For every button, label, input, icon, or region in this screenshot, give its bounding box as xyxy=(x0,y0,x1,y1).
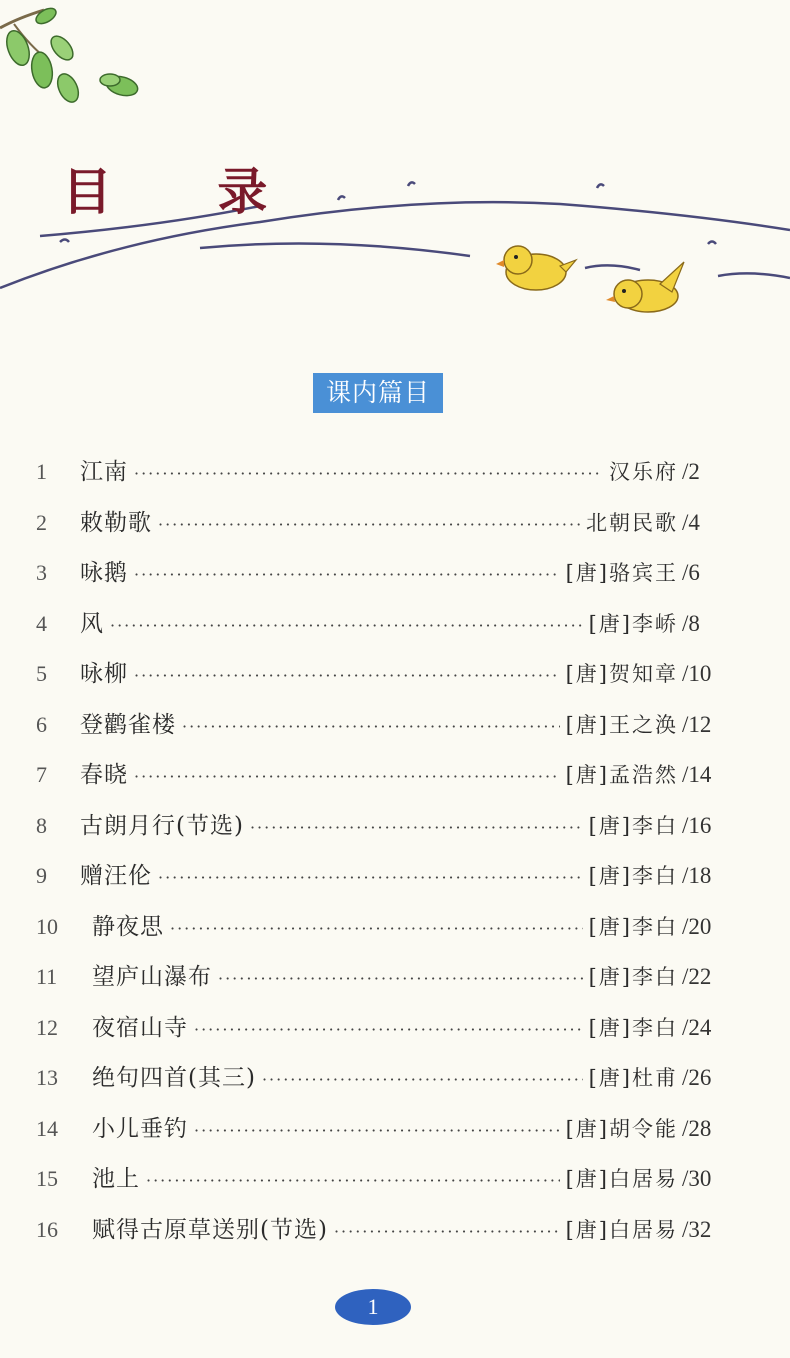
toc-title: 望庐山瀑布 xyxy=(92,964,212,990)
toc-page: /30 xyxy=(682,1166,712,1191)
toc-entry xyxy=(80,650,678,700)
toc-entry xyxy=(80,549,678,599)
toc-entry xyxy=(80,499,678,549)
toc-author: [唐]李峤 xyxy=(588,611,678,636)
toc-number: 1 xyxy=(36,459,47,484)
toc-row[interactable] xyxy=(0,852,790,900)
toc-author: [唐]李白 xyxy=(588,914,678,939)
toc-row[interactable] xyxy=(0,1206,790,1254)
toc-row[interactable] xyxy=(0,650,790,698)
toc-number: 9 xyxy=(36,863,47,888)
leader-dots xyxy=(170,905,583,953)
toc-author: [唐]李白 xyxy=(588,1015,678,1040)
toc-number: 2 xyxy=(36,509,47,535)
toc-page: /24 xyxy=(682,1014,712,1040)
toc-entry xyxy=(92,1054,678,1104)
toc-title: 绝句四首(其三) xyxy=(92,1065,256,1091)
toc-entry xyxy=(80,600,678,650)
toc-author: 北朝民歌 xyxy=(586,510,678,535)
toc-author: [唐]李白 xyxy=(588,965,678,989)
leader-dots xyxy=(134,652,560,700)
toc-entry xyxy=(92,1206,678,1256)
toc-number: 11 xyxy=(36,964,58,989)
toc-page: /12 xyxy=(682,711,712,737)
leader-dots xyxy=(110,602,583,650)
leader-dots xyxy=(218,955,583,1003)
toc-row[interactable] xyxy=(0,953,790,1001)
toc-page: /18 xyxy=(682,863,712,888)
toc-title: 江南 xyxy=(80,459,128,485)
leader-dots xyxy=(194,1107,560,1155)
toc-number: 13 xyxy=(36,1065,58,1090)
leader-dots xyxy=(250,804,583,852)
leader-dots xyxy=(158,854,583,902)
toc-author: [唐]李白 xyxy=(588,813,678,838)
toc-entry xyxy=(80,852,678,902)
toc-page: /10 xyxy=(682,661,712,686)
toc-title: 咏鹅 xyxy=(80,560,128,586)
toc-author: [唐]王之涣 xyxy=(565,712,678,737)
toc-number: 5 xyxy=(36,661,47,686)
leader-dots xyxy=(134,753,560,801)
leader-dots xyxy=(134,551,560,599)
toc-title: 赋得古原草送别(节选) xyxy=(92,1216,328,1243)
toc-row[interactable] xyxy=(0,600,790,648)
toc-row[interactable] xyxy=(0,499,790,547)
toc-title: 夜宿山寺 xyxy=(92,1014,188,1041)
page-title: 目 录 xyxy=(62,162,312,221)
toc-number: 6 xyxy=(36,711,47,737)
toc-page: /8 xyxy=(682,610,700,636)
toc-page: /4 xyxy=(682,509,700,535)
toc-page: /28 xyxy=(682,1115,712,1141)
toc-title: 敕勒歌 xyxy=(80,509,152,536)
page-number-badge: 1 xyxy=(335,1289,411,1325)
toc-title: 咏柳 xyxy=(80,661,128,687)
leader-dots xyxy=(134,450,603,498)
toc-title: 小儿垂钓 xyxy=(92,1115,188,1142)
toc-page: /22 xyxy=(682,964,712,989)
toc-author: [唐]贺知章 xyxy=(565,662,678,686)
toc-title: 静夜思 xyxy=(92,913,164,940)
section-heading: 课内篇目 xyxy=(313,373,443,413)
leader-dots xyxy=(262,1056,583,1104)
toc-number: 3 xyxy=(36,560,47,585)
leader-dots xyxy=(194,1006,583,1054)
toc-page: /26 xyxy=(682,1065,712,1090)
toc-author: [唐]胡令能 xyxy=(565,1116,678,1141)
bird-left-illustration xyxy=(496,246,576,290)
branch-leaves-illustration xyxy=(0,5,140,105)
toc-author: [唐]孟浩然 xyxy=(565,763,678,787)
toc-row[interactable] xyxy=(0,1004,790,1052)
toc-title: 池上 xyxy=(92,1166,140,1192)
toc-number: 7 xyxy=(36,762,47,787)
toc-entry xyxy=(92,1155,678,1205)
toc-number: 16 xyxy=(36,1216,58,1242)
toc-entry xyxy=(92,903,678,953)
toc-page: /14 xyxy=(682,762,712,787)
toc-entry xyxy=(80,448,678,498)
toc-row[interactable] xyxy=(0,802,790,850)
toc-entry xyxy=(92,953,678,1003)
toc-title: 春晓 xyxy=(80,762,128,788)
toc-number: 4 xyxy=(36,610,47,636)
toc-author: [唐]李白 xyxy=(588,864,678,888)
leader-dots xyxy=(158,501,580,549)
bird-right-illustration xyxy=(606,262,684,312)
toc-row[interactable] xyxy=(0,751,790,799)
toc-page: /20 xyxy=(682,913,712,939)
toc-number: 12 xyxy=(36,1014,58,1040)
toc-row[interactable] xyxy=(0,1155,790,1203)
toc-author: [唐]白居易 xyxy=(565,1217,678,1242)
toc-title: 风 xyxy=(80,610,104,637)
toc-number: 8 xyxy=(36,812,47,838)
toc-page: /16 xyxy=(682,812,712,838)
toc-row[interactable] xyxy=(0,448,790,496)
toc-number: 14 xyxy=(36,1115,58,1141)
toc-row[interactable] xyxy=(0,549,790,597)
toc-author: [唐]骆宾王 xyxy=(565,561,678,585)
toc-entry xyxy=(80,751,678,801)
toc-page: /6 xyxy=(682,560,700,585)
toc-entry xyxy=(80,701,678,751)
toc-title: 古朗月行(节选) xyxy=(80,812,244,839)
toc-entry xyxy=(80,802,678,852)
leader-dots xyxy=(182,703,560,751)
toc-number: 15 xyxy=(36,1166,58,1191)
toc-page: /32 xyxy=(682,1216,712,1242)
toc-row[interactable] xyxy=(0,903,790,951)
toc-row[interactable] xyxy=(0,1105,790,1153)
toc-row[interactable] xyxy=(0,1054,790,1102)
toc-author: 汉乐府 xyxy=(609,460,678,484)
toc-author: [唐]杜甫 xyxy=(588,1066,678,1090)
toc-page: /2 xyxy=(682,459,700,484)
toc-entry xyxy=(92,1004,678,1054)
toc-entry xyxy=(92,1105,678,1155)
toc-number: 10 xyxy=(36,913,58,939)
toc-title: 登鹳雀楼 xyxy=(80,711,176,738)
toc-row[interactable] xyxy=(0,701,790,749)
toc-author: [唐]白居易 xyxy=(565,1167,678,1191)
toc-title: 赠汪伦 xyxy=(80,863,152,889)
leader-dots xyxy=(146,1157,560,1205)
leader-dots xyxy=(334,1208,560,1256)
